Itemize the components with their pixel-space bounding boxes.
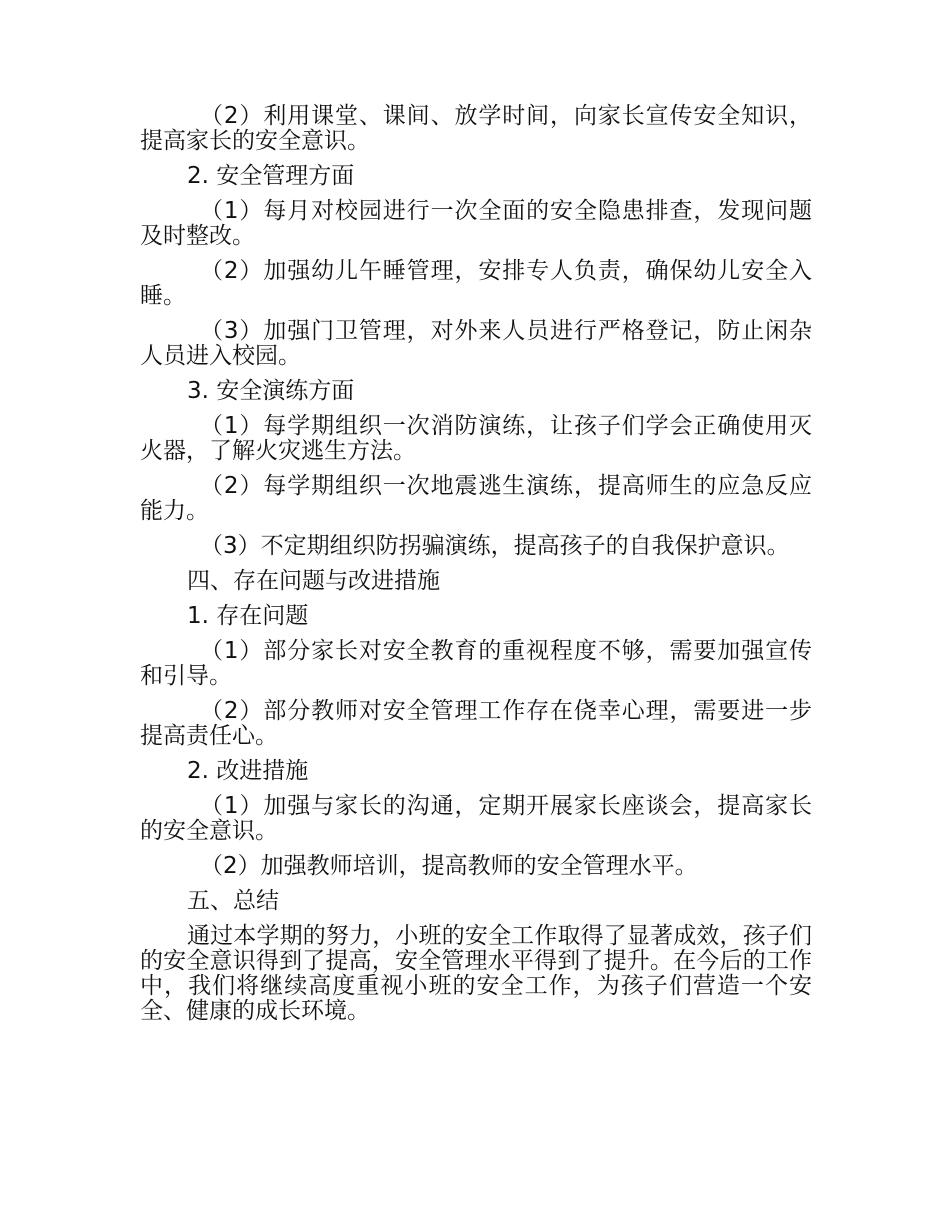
heading-problems-improvements: 四、存在问题与改进措施 — [187, 568, 440, 594]
heading-improvement-measures: 2. 改进措施 — [187, 758, 309, 784]
paragraph-hazard-inspection: （1）每月对校园进行一次全面的安全隐患排查，发现问题及时整改。 — [140, 198, 812, 249]
paragraph-nap-management: （2）加强幼儿午睡管理，安排专人负责，确保幼儿安全入睡。 — [140, 258, 812, 309]
paragraph-anti-abduction-drill: （3）不定期组织防拐骗演练，提高孩子的自我保护意识。 — [200, 533, 790, 559]
paragraph-earthquake-drill: （2）每学期组织一次地震逃生演练，提高师生的应急反应能力。 — [140, 473, 812, 524]
document-body — [140, 104, 812, 1034]
paragraph-teacher-responsibility-problem: （2）部分教师对安全管理工作存在侥幸心理，需要进一步提高责任心。 — [140, 698, 812, 749]
paragraph-parent-safety-knowledge: （2）利用课堂、课间、放学时间，向家长宣传安全知识，提高家长的安全意识。 — [140, 103, 812, 154]
heading-summary: 五、总结 — [187, 888, 279, 914]
paragraph-fire-drill: （1）每学期组织一次消防演练，让孩子们学会正确使用灭火器，了解火灾逃生方法。 — [140, 413, 812, 464]
heading-safety-drills: 3. 安全演练方面 — [187, 378, 355, 404]
paragraph-summary: 通过本学期的努力，小班的安全工作取得了显著成效，孩子们的安全意识得到了提高，安全管理水平得到了提升。在今后的工作中，我们将继续高度重视小班的安全工作，为孩子们营造一个安全、健康的成长环境。 — [140, 923, 812, 1024]
paragraph-parent-communication: （1）加强与家长的沟通，定期开展家长座谈会，提高家长的安全意识。 — [140, 793, 812, 844]
heading-safety-management: 2. 安全管理方面 — [187, 163, 355, 189]
paragraph-gate-management: （3）加强门卫管理，对外来人员进行严格登记，防止闲杂人员进入校园。 — [140, 318, 812, 369]
paragraph-parent-awareness-problem: （1）部分家长对安全教育的重视程度不够，需要加强宣传和引导。 — [140, 638, 812, 689]
paragraph-teacher-training: （2）加强教师培训，提高教师的安全管理水平。 — [200, 853, 698, 879]
heading-existing-problems: 1. 存在问题 — [187, 603, 309, 629]
